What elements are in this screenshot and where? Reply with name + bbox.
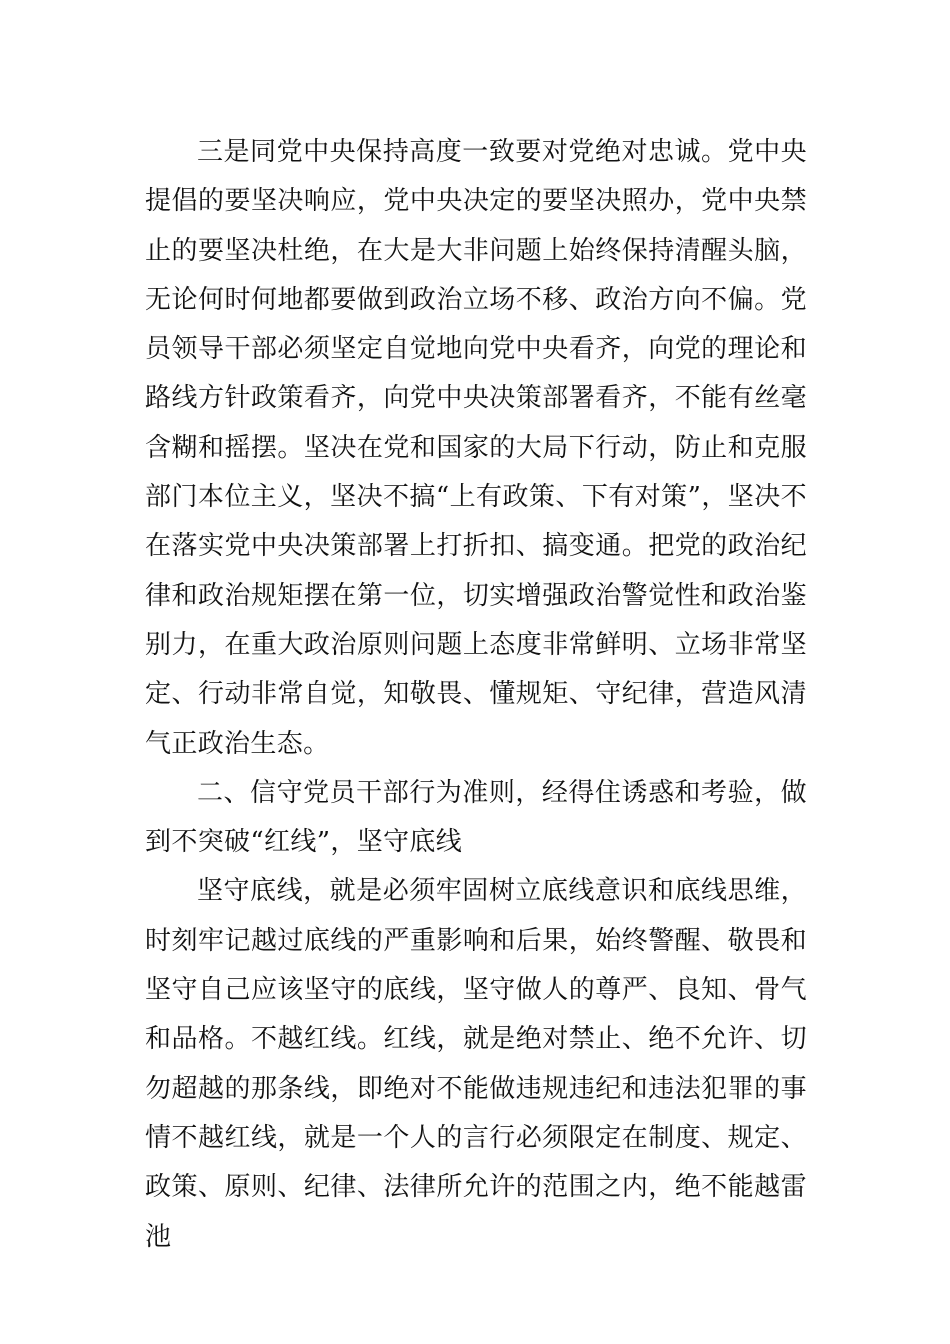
paragraph-bottom-line: 坚守底线，就是必须牢固树立底线意识和底线思维，时刻牢记越过底线的严重影响和后果，始终警醒、敬畏和坚守自己应该坚守的底线，坚守做人的尊严、良知、骨气和品格。不越红线。红线，就是绝对禁止、绝不允许、切勿超越的那条线，即绝对不能做违规违纪和违法犯罪的事情不越红线，就是一个人的言行必须限定在制度、规定、政策、原则、纪律、法律所允许的范围之内，绝不能越雷池	[145, 876, 807, 1252]
document-body	[145, 128, 807, 1262]
section-heading-2: 二、信守党员干部行为准则，经得住诱惑和考验，做到不突破“红线”，坚守底线	[145, 777, 807, 858]
paragraph-loyalty: 三是同党中央保持高度一致要对党绝对忠诚。党中央提倡的要坚决响应，党中央决定的要坚决照办，党中央禁止的要坚决杜绝，在大是大非问题上始终保持清醒头脑，无论何时何地都要做到政治立场不移、政治方向不偏。党员领导干部必须坚定自觉地向党中央看齐，向党的理论和路线方针政策看齐，向党中央决策部署看齐，不能有丝毫含糊和摇摆。坚决在党和国家的大局下行动，防止和克服部门本位主义，坚决不搞“上有政策、下有对策”，坚决不在落实党中央决策部署上打折扣、搞变通。把党的政治纪律和政治规矩摆在第一位，切实增强政治警觉性和政治鉴别力，在重大政治原则问题上态度非常鲜明、立场非常坚定、行动非常自觉，知敬畏、懂规矩、守纪律，营造风清气正政治生态。	[145, 137, 807, 759]
